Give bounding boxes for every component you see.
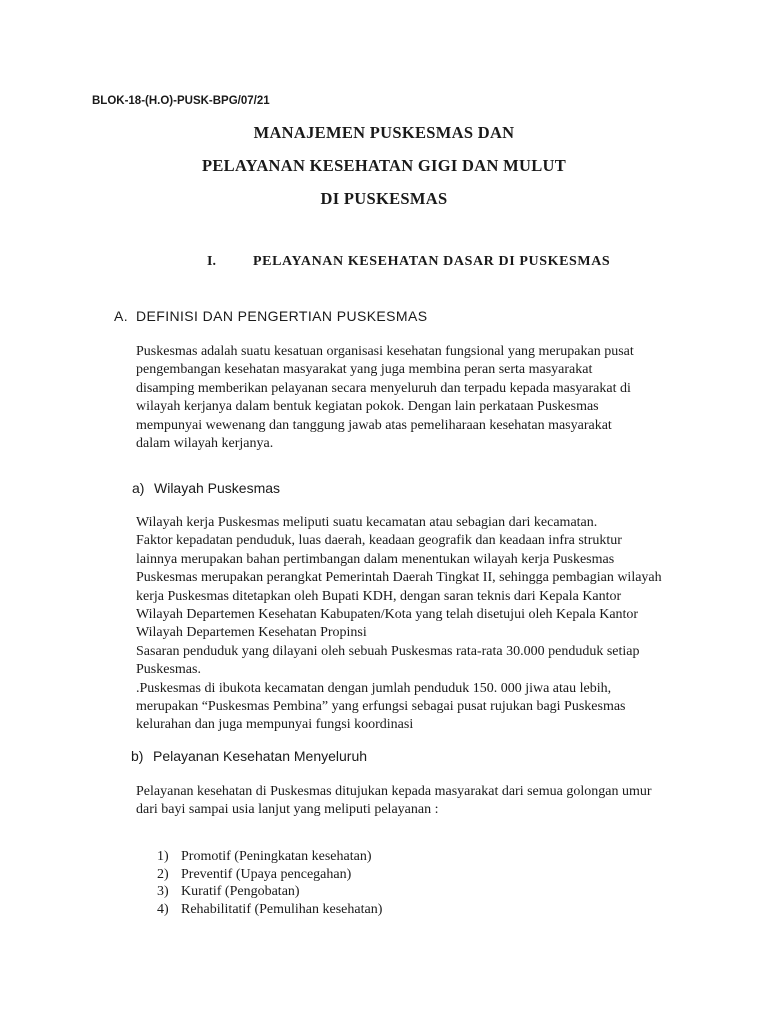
- title-line-1: MANAJEMEN PUSKESMAS DAN: [253, 123, 515, 142]
- item-a-title: Wilayah Puskesmas: [154, 480, 281, 496]
- section-title: PELAYANAN KESEHATAN DASAR DI PUSKESMAS: [253, 254, 611, 269]
- paragraph-line: Wilayah kerja Puskesmas meliputi suatu kecamatan atau sebagian dari kecamatan.: [136, 515, 598, 530]
- list-item-number: 4): [157, 901, 169, 917]
- paragraph-line: mempunyai wewenang dan tanggung jawab atas pemeliharaan kesehatan masyarakat: [136, 417, 612, 433]
- list-item: [157, 848, 382, 866]
- list-item: [157, 883, 382, 901]
- item-b-paragraph: [136, 783, 652, 820]
- paragraph-line: Pelayanan kesehatan di Puskesmas ditujukan kepada masyarakat dari semua golongan umur: [136, 784, 652, 799]
- paragraph-line: Faktor kepadatan penduduk, luas daerah, keadaan geografik dan keadaan infra struktur: [136, 533, 622, 549]
- list-item: [157, 866, 382, 884]
- paragraph-line: Wilayah Departemen Kesehatan Kabupaten/Kota yang telah disetujui oleh Kepala Kantor: [136, 607, 639, 623]
- item-a-paragraph: [136, 514, 662, 735]
- paragraph-line: kerja Puskesmas ditetapkan oleh Bupati KDH, dengan saran teknis dari Kepala Kantor: [136, 588, 622, 604]
- list-item-text: Kuratif (Pengobatan): [181, 884, 300, 899]
- title-line-2: PELAYANAN KESEHATAN GIGI DAN MULUT: [201, 156, 567, 175]
- paragraph-line: pengembangan kesehatan masyarakat yang juga membina peran serta masyarakat: [136, 362, 593, 378]
- paragraph-line: disamping memberikan pelayanan secara menyeluruh dan terpadu kepada masyarakat di: [136, 380, 631, 396]
- subsection-a-title: DEFINISI DAN PENGERTIAN PUSKESMAS: [136, 308, 428, 324]
- paragraph-line: Puskesmas adalah suatu kesatuan organisasi kesehatan fungsional yang merupakan pusat: [136, 344, 634, 359]
- item-a-heading: [132, 480, 280, 496]
- item-b-heading: [131, 748, 367, 764]
- paragraph-line: kelurahan dan juga mempunyai fungsi koordinasi: [136, 717, 414, 733]
- title-line-3: DI PUSKESMAS: [320, 189, 448, 208]
- subsection-a-paragraph: [136, 343, 634, 453]
- paragraph-line: lainnya merupakan bahan pertimbangan dalam menentukan wilayah kerja Puskesmas: [136, 551, 615, 567]
- subsection-a-heading: [114, 308, 427, 324]
- list-item-number: 3): [157, 884, 169, 899]
- paragraph-line: .Puskesmas di ibukota kecamatan dengan jumlah penduduk 150. 000 jiwa atau lebih,: [136, 680, 612, 696]
- document-code: BLOK-18-(H.O)-PUSK-BPG/07/21: [92, 95, 270, 107]
- list-item-text: Rehabilitatif (Pemulihan kesehatan): [181, 901, 383, 917]
- list-item-text: Promotif (Peningkatan kesehatan): [181, 849, 372, 864]
- paragraph-line: dalam wilayah kerjanya.: [136, 436, 274, 452]
- paragraph-line: Wilayah Departemen Kesehatan Propinsi: [136, 625, 367, 641]
- paragraph-line: wilayah kerjanya dalam bentuk kegiatan pokok. Dengan lain perkataan Puskesmas: [136, 399, 599, 415]
- paragraph-line: merupakan “Puskesmas Pembina” yang erfungsi sebagai pusat rujukan bagi Puskesmas: [136, 699, 626, 715]
- services-list: [157, 848, 382, 918]
- list-item: [157, 901, 382, 919]
- subsection-a-label: A.: [114, 308, 129, 324]
- paragraph-line: Sasaran penduduk yang dilayani oleh sebuah Puskesmas rata-rata 30.000 penduduk setiap: [136, 643, 640, 659]
- list-item-number: 2): [157, 866, 169, 882]
- list-item-text: Preventif (Upaya pencegahan): [181, 866, 352, 882]
- paragraph-line: dari bayi sampai usia lanjut yang meliputi pelayanan :: [136, 802, 439, 818]
- item-a-label: a): [132, 480, 145, 496]
- item-b-label: b): [131, 748, 144, 764]
- list-item-number: 1): [157, 849, 169, 864]
- section-number: I.: [207, 254, 216, 269]
- paragraph-line: Puskesmas merupakan perangkat Pemerintah Daerah Tingkat II, sehingga pembagian wilayah: [136, 570, 662, 586]
- paragraph-line: Puskesmas.: [136, 662, 201, 678]
- item-b-title: Pelayanan Kesehatan Menyeluruh: [153, 748, 368, 764]
